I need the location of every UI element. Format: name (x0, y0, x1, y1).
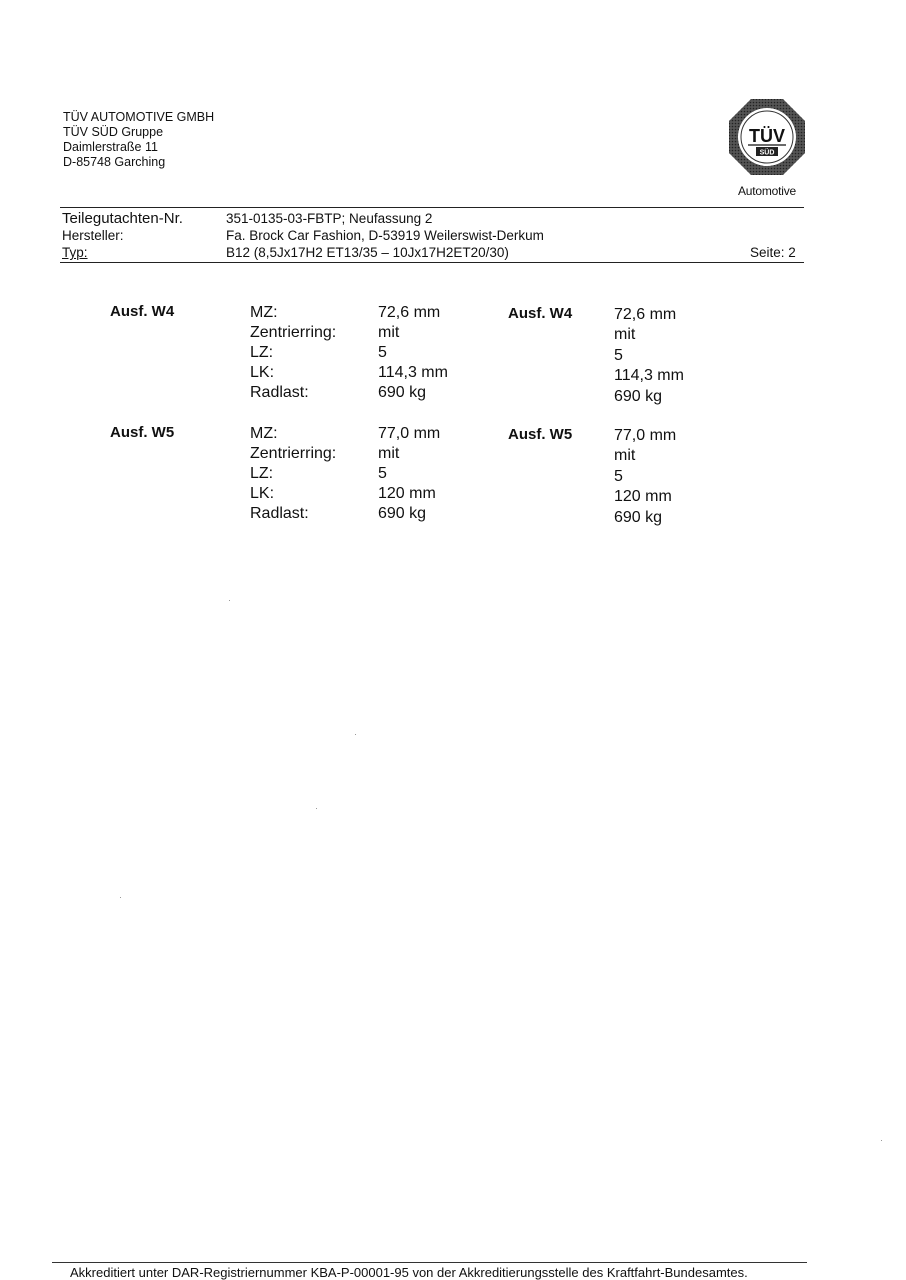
spec-labels (250, 303, 336, 403)
tuv-logo (728, 98, 806, 198)
spec-value: 77,0 mm (378, 425, 441, 442)
spec-value: 72,6 mm (614, 306, 677, 323)
spec-value: 120 mm (614, 488, 672, 506)
tuv-octagon-icon (728, 98, 806, 176)
logo-sub: SÜD (759, 149, 775, 157)
footer-rule (52, 1262, 807, 1263)
spec-label: Radlast: (250, 384, 309, 401)
spec-label: LK: (250, 364, 275, 381)
accreditation-footer: Akkreditiert unter DAR-Registriernummer KBA-P-00001-95 von der Akkreditierungsstelle des Kraftfahrt-Bundesamtes. (70, 1265, 748, 1280)
variant-title-right: Ausf. W4 (508, 305, 573, 322)
spec-label: LZ: (250, 465, 274, 482)
spec-value: 5 (378, 344, 387, 361)
spec-label: Zentrierring: (250, 324, 337, 341)
spec-label: MZ: (250, 425, 278, 442)
spec-label: Zentrierring: (250, 445, 337, 462)
spec-value: 120 mm (378, 485, 436, 502)
header-rule-bottom (60, 262, 804, 263)
spec-value: mit (614, 326, 636, 344)
company-street: Daimlerstraße 11 (63, 140, 158, 154)
meta-label: Teilegutachten-Nr. (62, 210, 183, 227)
spec-value: mit (378, 324, 400, 341)
company-city: D-85748 Garching (63, 155, 166, 169)
company-name: TÜV AUTOMOTIVE GMBH (63, 110, 215, 124)
spec-value: 72,6 mm (378, 304, 441, 321)
spec-value: mit (378, 445, 400, 462)
spec-value: 114,3 mm (614, 367, 684, 385)
spec-value: 114,3 mm (378, 364, 448, 381)
spec-values-left (378, 424, 440, 524)
spec-label: Radlast: (250, 505, 309, 522)
company-address (63, 110, 214, 170)
spec-values-left (378, 303, 448, 403)
spec-values-right (614, 426, 676, 528)
spec-value: 690 kg (378, 505, 427, 522)
spec-label: LK: (250, 485, 275, 502)
scan-speck (881, 1140, 882, 1141)
variant-title-left: Ausf. W4 (110, 303, 175, 320)
spec-value: 5 (614, 467, 623, 485)
header-rule-top (60, 207, 804, 208)
meta-value: 351-0135-03-FBTP; Neufassung 2 (226, 211, 433, 226)
spec-value: 5 (378, 465, 387, 482)
meta-value: B12 (8,5Jx17H2 ET13/35 – 10Jx17H2ET20/30) (226, 245, 509, 260)
spec-value: 5 (614, 346, 623, 364)
meta-label: Typ: (62, 245, 88, 260)
scan-speck (316, 808, 317, 809)
spec-value: 690 kg (614, 387, 663, 405)
meta-value: Fa. Brock Car Fashion, D-53919 Weilerswist-Derkum (226, 228, 544, 243)
logo-mark: TÜV (749, 126, 785, 146)
spec-value: 690 kg (614, 508, 663, 526)
spec-values-right (614, 305, 684, 407)
spec-label: LZ: (250, 344, 274, 361)
spec-value: mit (614, 447, 636, 465)
meta-label: Hersteller: (62, 228, 124, 243)
variant-title-left: Ausf. W5 (110, 424, 175, 441)
scan-speck (355, 734, 356, 735)
scan-speck (120, 897, 121, 898)
variant-title-right: Ausf. W5 (508, 426, 573, 443)
company-group: TÜV SÜD Gruppe (63, 125, 164, 139)
page-number: Seite: 2 (750, 245, 796, 260)
spec-labels (250, 424, 336, 524)
spec-value: 77,0 mm (614, 427, 677, 444)
spec-label: MZ: (250, 304, 278, 321)
logo-caption: Automotive (737, 184, 797, 198)
spec-value: 690 kg (378, 384, 427, 401)
scan-speck (229, 600, 230, 601)
